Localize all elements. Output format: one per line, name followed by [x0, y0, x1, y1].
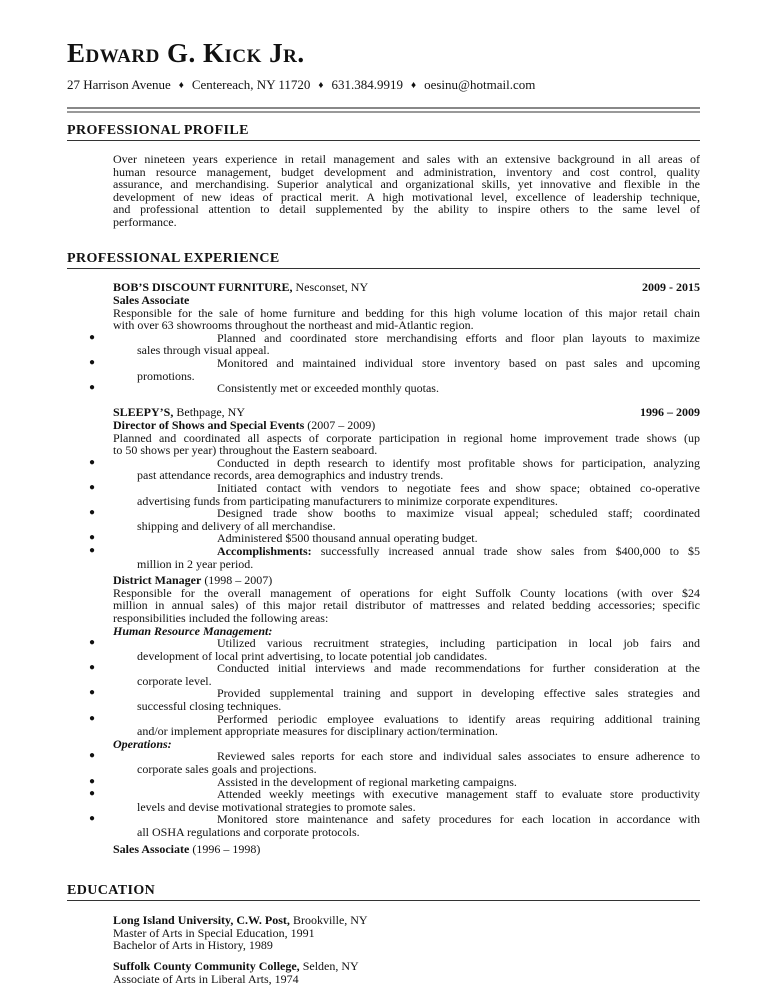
job-description: responsibilities included the following areas:	[113, 610, 329, 625]
bullet-icon: ●	[89, 382, 96, 394]
subheading-operations: Operations:	[113, 736, 172, 751]
profile-line: and professional attention to detail supplemented by the ability to inspire others to the same level of	[113, 202, 700, 217]
job-title: District Manager	[113, 573, 202, 588]
bullet-icon: ●	[89, 532, 96, 544]
job-description: million in annual sales) of this major retail distributor of mattresses and related bedding accessories; specific	[113, 598, 700, 613]
bullet-item: ● Consistently met or exceeded monthly quotas.	[89, 381, 439, 396]
bullet-item: ● Administered $500 thousand annual operating budget.	[89, 531, 478, 546]
diamond-separator-icon: ♦	[318, 80, 324, 91]
contact-line	[67, 77, 535, 93]
company-location: Bethpage, NY	[176, 405, 246, 419]
degree: Bachelor of Arts in History, 1989	[113, 938, 273, 953]
bullet-item: ● Attended weekly meetings with executive management staff to evaluate store productivity levels and devise motivational strategies to promote sales.	[89, 787, 700, 814]
candidate-name: Edward G. Kick Jr.	[67, 38, 305, 68]
section-heading-experience: PROFESSIONAL EXPERIENCE	[67, 251, 700, 269]
bullet-icon: ●	[89, 712, 96, 724]
header-rule	[67, 107, 700, 109]
diamond-separator-icon: ♦	[178, 80, 184, 91]
job-title: Sales Associate	[113, 841, 190, 856]
bullet-icon: ●	[89, 481, 96, 493]
role-director	[113, 419, 700, 432]
company-name: SLEEPY’S,	[113, 405, 174, 419]
subheading-hr: Human Resource Management:	[113, 623, 273, 638]
bullet-icon: ●	[89, 788, 96, 800]
bullet-icon: ●	[89, 637, 96, 649]
profile-line: Over nineteen years experience in retail management and sales with an extensive background in all areas of	[113, 152, 700, 166]
education-entry	[113, 960, 700, 985]
bullet-icon: ●	[89, 662, 96, 674]
bullet-icon: ●	[89, 331, 96, 343]
job-description: with over 63 showrooms throughout the northeast and mid-Atlantic region.	[113, 318, 474, 333]
bullet-item: ● Utilized various recruitment strategies, including participation in local job fairs and development of local print advertising, to locate potential job candidates.	[89, 636, 700, 663]
accomplishments-label: Accomplishments:	[217, 543, 312, 558]
bullet-icon: ●	[89, 775, 96, 787]
job-title: Director of Shows and Special Events	[113, 418, 305, 432]
job-description: Responsible for the sale of home furniture and bedding for this high volume location of this major retail chain	[113, 305, 700, 320]
bullet-item: ● Conducted initial interviews and made recommendations for further consideration at the corporate level.	[89, 661, 700, 688]
job-dates: 2009 - 2015	[642, 280, 700, 294]
section-heading-profile: PROFESSIONAL PROFILE	[67, 123, 700, 141]
bullet-icon: ●	[89, 544, 96, 556]
degree: Master of Arts in Special Education, 1991	[113, 925, 315, 940]
school-name: Suffolk County Community College,	[113, 959, 300, 973]
bullet-item: ● Monitored store maintenance and safety procedures for each location in accordance with all OSHA regulations and corporate protocols.	[89, 812, 700, 839]
section-heading-education: EDUCATION	[67, 883, 700, 901]
city: Centereach, NY 11720	[191, 77, 311, 92]
address: 27 Harrison Avenue	[67, 77, 171, 92]
job-header	[113, 281, 700, 294]
bullet-item: ● Conducted in depth research to identify most profitable shows for participation, analyzing past attendance records, area demographics and industry trends.	[89, 455, 700, 483]
bullet-item: ● Monitored and maintained individual store inventory based on past sales and upcoming promotions.	[89, 355, 700, 383]
profile-summary	[113, 153, 700, 229]
bullet-item: ● Provided supplemental training and support in developing effective sales strategies and successful closing techniques.	[89, 686, 700, 714]
role-sales-associate	[113, 843, 700, 856]
role-dates: (1998 – 2007)	[204, 573, 273, 588]
role-district-manager	[113, 574, 700, 587]
education-entry	[113, 914, 700, 952]
bullet-item: ● Designed trade show booths to maximize visual appeal; scheduled staff; coordinated shipping and delivery of all merchandise.	[89, 506, 700, 533]
job-title: Sales Associate	[113, 293, 190, 307]
bullet-icon: ●	[89, 813, 96, 825]
profile-line: assurance, and merchandising. Superior analytical and organizational skills, yet innovative and flexible in the	[113, 177, 700, 192]
job-description: to 50 shows per year) throughout the Eastern seaboard.	[113, 443, 378, 458]
profile-line: development of new ideas of practical merit. A high motivational level, excellence of leadership technique,	[113, 189, 700, 204]
bullet-item: ● Reviewed sales reports for each store and individual sales associates to ensure adherence to corporate sales goals and projections.	[89, 749, 700, 777]
bullet-item: ● Initiated contact with vendors to negotiate fees and show space; obtained co-operative advertising funds from participating manufacturers to minimize corporate expenditures.	[89, 480, 700, 508]
job-sleepys	[89, 405, 701, 856]
bullet-item: ● Planned and coordinated store merchandising efforts and floor plan layouts to maximize sales through visual appeal.	[89, 330, 700, 358]
bullet-icon: ●	[89, 687, 96, 699]
bullet-icon: ●	[89, 456, 96, 468]
role-dates: (2007 – 2009)	[307, 418, 376, 432]
company-location: Nesconset, NY	[295, 280, 369, 294]
email: oesinu@hotmail.com	[424, 77, 536, 92]
bullet-item: ● Assisted in the development of regional marketing campaigns.	[89, 774, 517, 789]
school-name: Long Island University, C.W. Post,	[113, 913, 290, 927]
bullet-item: ● Performed periodic employee evaluations to identify areas requiring additional training and/or implement appropriate measures for disciplinary action/termination.	[89, 711, 700, 739]
job-dates: 1996 – 2009	[640, 405, 700, 419]
school-location: Selden, NY	[302, 959, 359, 973]
bullet-icon: ●	[89, 750, 96, 762]
job-description: Responsible for the overall management of operations for eight Suffolk County locations (with over $24	[113, 585, 700, 600]
bullet-icon: ●	[89, 507, 96, 519]
profile-line: human resource management, budget development and administration, inventory and cost control, quality	[113, 164, 700, 179]
phone: 631.384.9919	[331, 77, 403, 92]
profile-line: performance.	[113, 214, 177, 229]
role-dates: (1996 – 1998)	[192, 841, 261, 856]
diamond-separator-icon: ♦	[410, 80, 417, 91]
company-name: BOB’S DISCOUNT FURNITURE,	[113, 280, 293, 294]
bullet-item-accomplishments: ● Accomplishments: successfully increased annual trade show sales from $400,000 to $5 million in 2 year period.	[89, 543, 701, 571]
school-location: Brookville, NY	[292, 913, 368, 927]
bullet-icon: ●	[89, 356, 96, 368]
degree: Associate of Arts in Liberal Arts, 1974	[113, 971, 299, 986]
header-rule-secondary	[67, 111, 700, 113]
job-bobs	[89, 280, 700, 396]
job-description: Planned and coordinated all aspects of corporate participation in regional home improvement trade shows (up	[113, 430, 700, 445]
